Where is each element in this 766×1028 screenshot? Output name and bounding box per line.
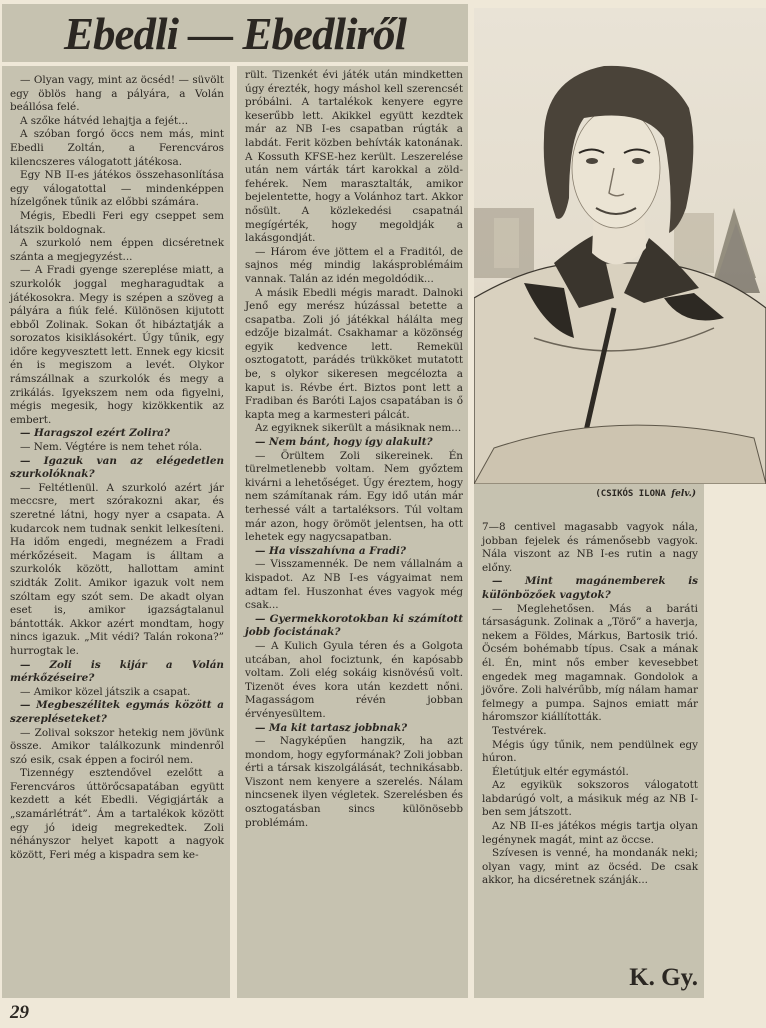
paragraph: Az egyiknek sikerült a másiknak nem... [255, 422, 462, 435]
interview-question: — Megbeszélitek egymás között a szerepléseteket? [10, 699, 224, 725]
paragraph: Az NB II-es játékos mégis tartja olyan legénynek magát, mint az öccse. [482, 820, 698, 846]
article-title: Ebedli — Ebedliről [64, 9, 406, 59]
paragraph: A szurkoló nem éppen dicséretnek szánta a megjegyzést... [10, 237, 224, 263]
author-signature: K. Gy. [629, 964, 698, 991]
paragraph: — A Fradi gyenge szereplése miatt, a szurkolók joggal megharagudtak a játékosokra. Megy is szépen a szöveg a pályára a fiúk felé. Különösen kijutott ebből Zolinak. Sokan őt hibáztatják a sorozatos kisiklásokért. Úgy tűnik, egy időre kegyvesztett lett. Ennek egy kicsit én is megiszom a levét. Olykor rámszállnak a szurkolók és megy a zrikálás. Igyekszem nem oda figyelni, mégis megesik, hogy kizökkentik az embert. [10, 264, 224, 426]
page-number: 29 [10, 1002, 29, 1023]
paragraph: 7—8 centivel magasabb vagyok nála, jobban fejelek és rámenősebb vagyok. Nála viszont az NB I-es rutin a nagy előny. [482, 521, 698, 574]
paragraph: — Feltétlenül. A szurkoló azért jár meccsre, mert szórakozni akar, és szeretné látni, hogy nyer a csapata. A kudarcok nem tudnak senkit lelkesíteni. Ha időm engedi, megnézem a Fradi mérkőzéseit. Magam is álltam a szurkolók között, hallottam amint szidták Zolit. Amikor igazuk volt nem szóltam egy szót sem. De akadt olyan eset is, amikor igazságtalanul bántották. Akkor azért mondtam, hogy nincs igazuk. „Mit védi? Talán rokona?” hurrogtak le. [10, 481, 224, 657]
article-column-3 [474, 484, 704, 998]
paragraph: — Három éve jöttem el a Fraditól, de sajnos még mindig lakásproblémáim vannak. Talán az idén megoldódik... [245, 245, 463, 285]
interview-question: — Gyermekkorotokban ki számított jobb focistának? [245, 612, 463, 639]
column-1-text [10, 74, 224, 862]
paragraph: — Amikor közel játszik a csapat. [20, 685, 191, 698]
interview-question: — Haragszol ezért Zolira? [20, 427, 170, 440]
face [572, 108, 660, 228]
photo-credit-suffix: felv.) [671, 489, 696, 499]
paragraph: — Nem. Végtére is nem tehet róla. [20, 441, 203, 454]
interview-question: — Ha visszahívna a Fradi? [255, 544, 406, 557]
paragraph: A másik Ebedli mégis maradt. Dalnoki Jenő egy merész húzással betette a csapatba. Zoli jó játékkal hálálta meg edzője bizalmát. Csakhamar a közönség egyik kedvence lett. Remekül osztogatott, parádés trükköket mutatott be, s olykor sikeresen megcélozta a kaput is. Révbe ért. Biztos pont lett a Fradiban és Baróti Lajos csapatában is ő kapta meg a karmesteri pálcát. [245, 286, 463, 421]
paragraph: — Örültem Zoli sikereinek. Én türelmetlenebb voltam. Nem győztem kivárni a lehetőséget. Úgy éreztem, hogy nem számítanak rám. Egy idő után már terhessé vált a tartaléksors. Túl voltam már azon, hogy örömöt jelentsen, ha ott lehetek egy nagycsapatban. [245, 449, 463, 544]
paragraph: — Zolival sokszor hetekig nem jövünk össze. Amikor találkozunk mindenről szó esik, csak éppen a fociról nem. [10, 726, 224, 766]
paragraph: A szóban forgó öccs nem más, mint Ebedli Zoltán, a Ferencváros kilencszeres válogatott játékosa. [10, 128, 224, 168]
article-column-2 [237, 66, 468, 998]
paragraph: — Visszamennék. De nem vállalnám a kispadot. Az NB I-es vágyaimat nem adtam fel. Huszonhat éves vagyok még csak... [245, 558, 463, 612]
paragraph: Egy NB II-es játékos összehasonlítása egy válogatottal — mindenképpen hízelgőnek tűnik az előbbi számára. [10, 169, 224, 209]
interview-question: — Ma kit tartasz jobbnak? [255, 721, 408, 734]
paragraph: Szívesen is venné, ha mondanák neki; olyan vagy, mint az öcséd. De csak akkor, ha dicséretnek szánják... [482, 847, 698, 887]
paragraph: Tizennégy esztendővel ezelőtt a Ferencváros úttörőcsapatában együtt kezdett a két Ebedli. Végigjárták a „szamárlétrát”. Ám a tartalékok között egy jó ideig megrekedtek. Zoli néhányszor helyet kapott a nagyok között, Feri még a kispadra sem ke- [10, 767, 224, 861]
paragraph: Mégis, Ebedli Feri egy cseppet sem látszik boldognak. [10, 209, 224, 236]
paragraph: Testvérek. [492, 724, 547, 737]
paragraph: A szőke hátvéd lehajtja a fejét... [20, 114, 189, 127]
paragraph: Életútjuk eltér egymástól. [492, 765, 629, 778]
photo-credit [595, 489, 696, 499]
paragraph: — Nagyképűen hangzik, ha azt mondom, hogy egyformának? Zoli jobban érti a társak kiszolgálását, technikásabb. Viszont nem kenyere a szerelés. Nálam nincsenek ilyen végletek. Szerelésben és osztogatásban sincs különösebb problémám. [245, 735, 463, 829]
article-column-1 [2, 66, 230, 998]
interview-question: — Mint magánemberek is különbözőek vagytok? [482, 575, 698, 601]
paragraph: Mégis úgy tűnik, nem pendülnek egy húron. [482, 738, 698, 765]
paragraph: rült. Tizenkét évi játék után mindketten úgy érezték, hogy máshol kell szerencsét próbálni. A tartalékok kenyere egyre keserűbb lett. Akikkel együtt kezdtek már az NB I-es csapatban rúgták a labdát. Ferit közben behívták katonának. A Kossuth KFSE-hez került. Leszerelése után nem várták tárt karokkal a zöld-fehérek. Nem marasztalták, amikor bejelentette, hogy a Volánhoz tart. Akkor nősült. A közlekedési csapatnál megígérték, hogy megoldják a lakásgondját. [245, 69, 463, 245]
column-3-text [482, 521, 698, 888]
paragraph: — Olyan vagy, mint az öcséd! — süvölt egy öblös hang a pályára, a Volán beállósa felé. [10, 74, 224, 114]
paragraph: — A Kulich Gyula téren és a Golgota utcában, ahol fociztunk, én kapósabb voltam. Zoli elég sokáig kisnövésű volt. Tizenöt éves kora után kezdett nőni. Magasságom révén jobban érvényesültem. [245, 639, 463, 720]
interview-question: — Igazuk van az elégedetlen szurkolóknak? [10, 454, 224, 481]
interview-question: — Zoli is kijár a Volán mérkőzéseire? [10, 658, 224, 685]
interview-question: — Nem bánt, hogy így alakult? [255, 436, 433, 449]
title-banner [2, 4, 468, 62]
photo-credit-name: (CSIKÓS ILONA [595, 489, 666, 499]
paragraph: Az egyikük sokszoros válogatott labdarúgó volt, a másikuk még az NB I-ben sem játszott. [482, 779, 698, 819]
paragraph: — Meglehetősen. Más a baráti társaságunk. Zolinak a „Törő” a haverja, nekem a Földes, Márkus, Bartosik trió. Öcsém bohémabb típus. Csak a mának él. Én, mint nős ember kevesebbet engedek meg magamnak. Gondolok a jövőre. Zoli halvérűbb, míg nálam hamar felmegy a pumpa. Sajnos emiatt már háromszor kiállították. [482, 602, 698, 724]
portrait-photo [474, 8, 766, 484]
column-2-text [245, 69, 463, 830]
portrait-illustration [474, 8, 766, 484]
